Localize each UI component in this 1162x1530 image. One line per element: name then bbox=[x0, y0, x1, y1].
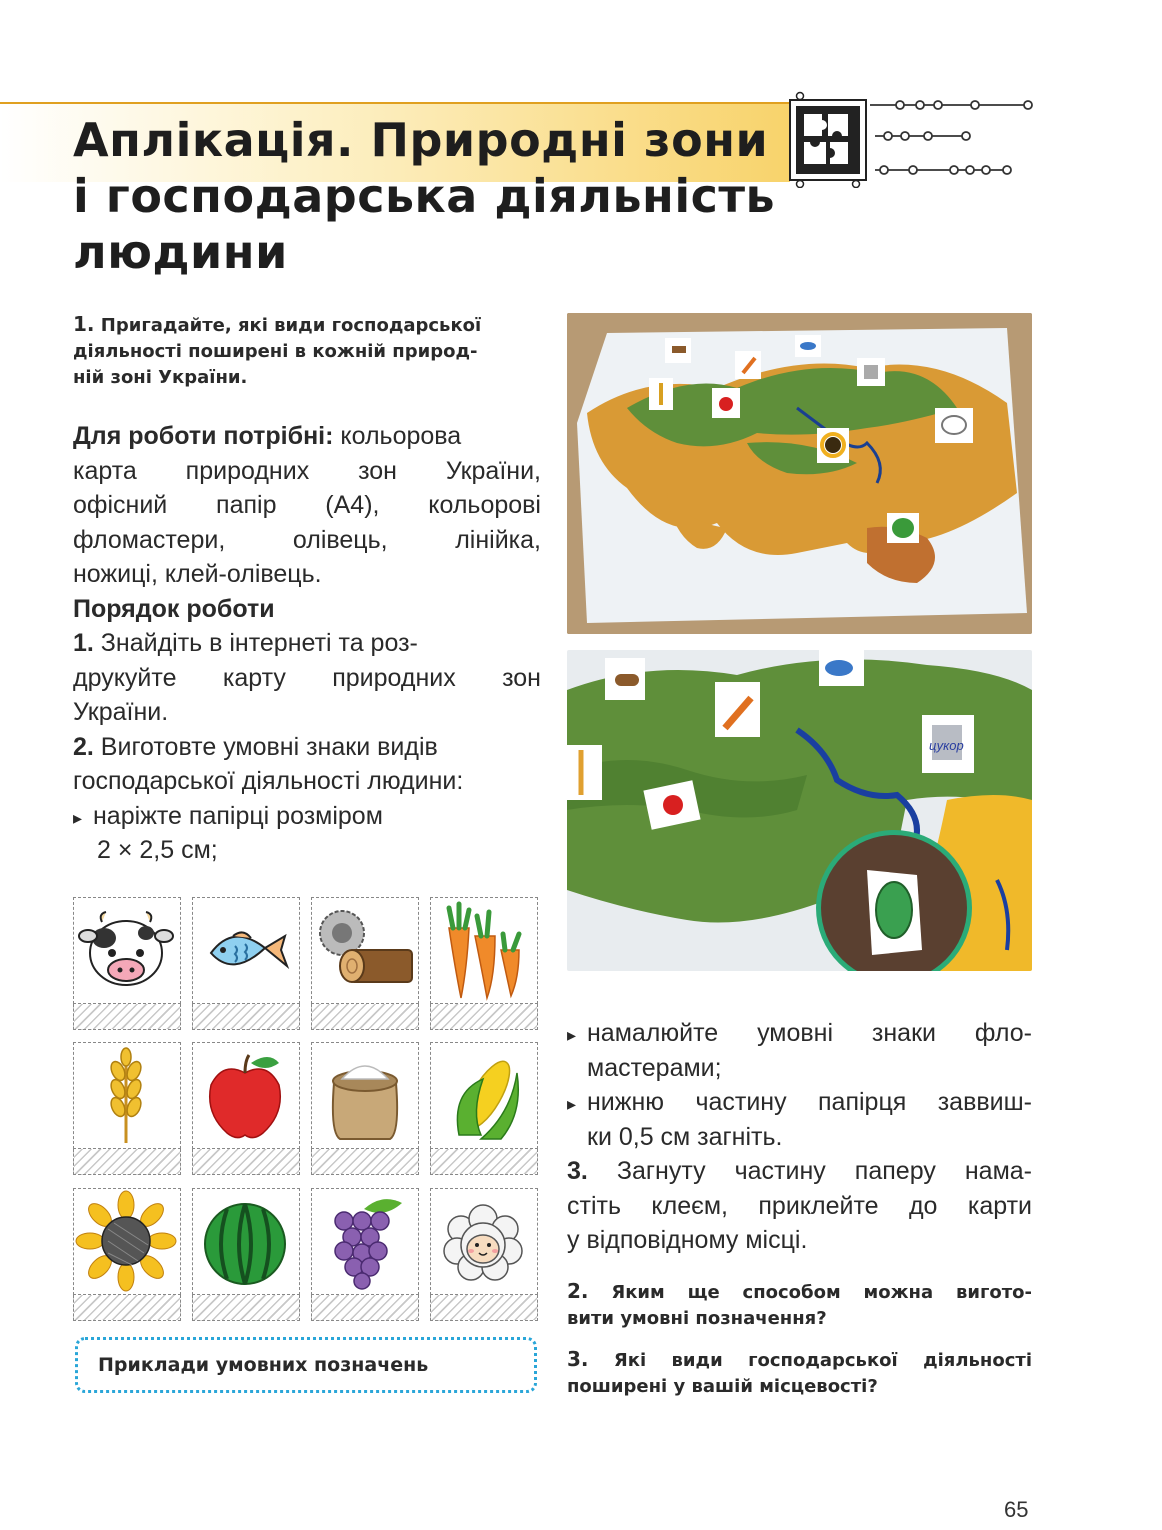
symbol-card-fish bbox=[192, 897, 300, 1004]
sugar-card-label: цукор bbox=[929, 738, 964, 753]
task-1-line-3: ній зоні України. bbox=[73, 367, 248, 388]
step-1-line-3: України. bbox=[73, 698, 169, 726]
sheep-icon bbox=[431, 1189, 536, 1293]
apple-icon bbox=[193, 1043, 298, 1147]
materials-line-5: ножиці, клей-олівець. bbox=[73, 560, 322, 588]
circuit-lines-decoration bbox=[870, 95, 1040, 180]
symbol-card-flour-sack bbox=[311, 1042, 419, 1149]
materials-line-2: карта природних зон України, bbox=[73, 456, 541, 485]
symbols-caption: Приклади умовних позначень bbox=[98, 1354, 429, 1376]
fold-strip bbox=[311, 1295, 419, 1321]
symbol-card-grapes bbox=[311, 1188, 419, 1295]
puzzle-icon bbox=[782, 90, 874, 188]
symbol-card-wheat bbox=[73, 1042, 181, 1149]
task-1-number: 1. bbox=[73, 312, 95, 336]
materials-line-3: офісний папір (А4), кольорові bbox=[73, 491, 541, 519]
bullet-1-line-1: ▸ наріжте папірці розміром bbox=[93, 801, 383, 830]
fold-strip bbox=[73, 1004, 181, 1030]
question-2-number: 2. bbox=[567, 1279, 589, 1303]
step-2-line-2: господарської діяльності людини: bbox=[73, 767, 464, 795]
question-3 bbox=[567, 1346, 1032, 1400]
fold-strip bbox=[192, 1004, 300, 1030]
symbol-card-sunflower bbox=[73, 1188, 181, 1295]
right-column-text bbox=[567, 1016, 1032, 1258]
title-line-2: і господарська діяльність bbox=[73, 169, 776, 223]
page-number: 65 bbox=[1004, 1497, 1029, 1522]
step-3-number: 3. bbox=[567, 1157, 588, 1185]
task-1-line-1: Пригадайте, які види господарської bbox=[100, 315, 482, 336]
symbols-grid bbox=[73, 897, 539, 1322]
materials-block bbox=[73, 419, 541, 868]
fold-strip bbox=[192, 1295, 300, 1321]
bullet-2 bbox=[567, 1016, 1032, 1085]
bullet-3-line-2: ки 0,5 см загніть. bbox=[587, 1122, 783, 1151]
question-2 bbox=[567, 1278, 1032, 1332]
fold-strip bbox=[192, 1149, 300, 1175]
bullet-1 bbox=[73, 799, 541, 868]
question-3-line-2: поширені у вашій місцевості? bbox=[567, 1376, 878, 1397]
title-line-1: Аплікація. Природні зони bbox=[73, 113, 769, 167]
fold-strip bbox=[430, 1004, 538, 1030]
saw-log-icon bbox=[312, 898, 417, 1002]
question-3-number: 3. bbox=[567, 1347, 589, 1371]
symbol-card-apple bbox=[192, 1042, 300, 1149]
question-2-line-1: Яким ще способом можна вигото- bbox=[588, 1282, 1032, 1303]
question-2-line-2: вити умовні позначення? bbox=[567, 1308, 827, 1329]
task-1 bbox=[73, 311, 541, 391]
fish-icon bbox=[193, 898, 298, 1002]
symbol-card-watermelon bbox=[192, 1188, 300, 1295]
page-title bbox=[73, 112, 793, 280]
step-1-line-2: друкуйте карту природних зон bbox=[73, 663, 541, 692]
cow-icon bbox=[74, 898, 179, 1002]
bullet-2-line-1: ▸ намалюйте умовні знаки фло- bbox=[587, 1019, 1032, 1047]
fold-strip bbox=[311, 1149, 419, 1175]
fold-strip bbox=[73, 1295, 181, 1321]
materials-line-1: кольорова bbox=[333, 422, 462, 450]
question-3-line-1: Які види господарської діяльності bbox=[588, 1350, 1032, 1371]
symbol-card-corn bbox=[430, 1042, 538, 1149]
task-1-line-2: діяльності поширені в кожній природ- bbox=[73, 341, 478, 362]
symbol-card-carrot bbox=[430, 897, 538, 1004]
step-1-number: 1. bbox=[73, 629, 94, 657]
step-1-line-1: Знайдіть в інтернеті та роз- bbox=[93, 629, 418, 657]
step-2-number: 2. bbox=[73, 732, 94, 761]
fold-strip bbox=[311, 1004, 419, 1030]
step-3-line-3: у відповідному місці. bbox=[567, 1226, 808, 1254]
procedure-heading: Порядок роботи bbox=[73, 594, 275, 623]
bullet-2-line-2: мастерами; bbox=[587, 1053, 722, 1082]
step-3-line-1: Загнуту частину паперу нама- bbox=[587, 1157, 1032, 1185]
bullet-3 bbox=[567, 1085, 1032, 1154]
bullet-3-line-1: ▸ нижню частину папірця заввиш- bbox=[587, 1088, 1032, 1116]
fold-strip bbox=[73, 1149, 181, 1175]
watermelon-icon bbox=[193, 1189, 298, 1293]
fold-strip bbox=[430, 1295, 538, 1321]
map-photo-1 bbox=[567, 313, 1032, 634]
fold-strip bbox=[430, 1149, 538, 1175]
symbol-card-saw-log bbox=[311, 897, 419, 1004]
materials-line-4: фломастери, олівець, лінійка, bbox=[73, 525, 541, 554]
flour-sack-icon bbox=[312, 1043, 417, 1147]
wheat-icon bbox=[74, 1043, 179, 1147]
symbols-caption-box bbox=[75, 1337, 537, 1393]
step-3-line-2: стіть клеєм, приклейте до карти bbox=[567, 1191, 1032, 1220]
symbol-card-cow bbox=[73, 897, 181, 1004]
title-line-3: людини bbox=[73, 225, 288, 279]
symbol-card-sheep bbox=[430, 1188, 538, 1295]
bullet-1-line-2: 2 × 2,5 см; bbox=[97, 836, 218, 864]
corn-icon bbox=[431, 1043, 536, 1147]
map-photo-2 bbox=[567, 650, 1032, 971]
sunflower-icon bbox=[74, 1189, 179, 1293]
materials-label: Для роботи потрібні: bbox=[73, 422, 334, 450]
grapes-icon bbox=[312, 1189, 417, 1293]
carrot-icon bbox=[431, 898, 536, 1002]
step-2-line-1: Виготовте умовні знаки видів bbox=[93, 732, 438, 761]
